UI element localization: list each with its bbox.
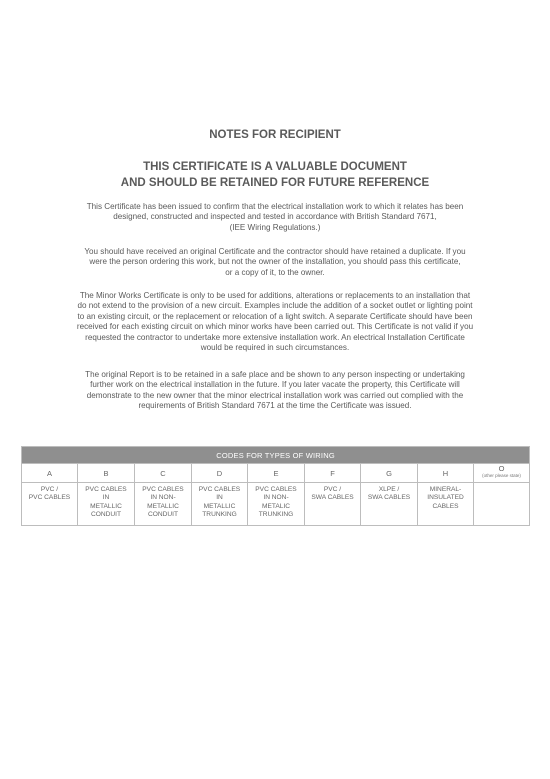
wiring-table-title: CODES FOR TYPES OF WIRING (22, 447, 530, 464)
wiring-desc-other (474, 483, 530, 526)
wiring-desc-h: MINERAL- INSULATED CABLES (418, 483, 474, 526)
paragraph-certificate-purpose: This Certificate has been issued to confirm that the electrical installation work to which it relates has been designed, constructed and inspected and tested in accordance with British Standard 7671, (IEE Wiring Regulations.) (86, 202, 464, 232)
paragraph-retain-report: The original Report is to be retained in a safe place and be shown to any person inspecting or undertaking further work on the electrical installation in the future. If you later vacate the property, this Certificate will demonstrate to the new owner that the minor electrical installation work was carried out complied with the requirements of British Standard 7671 at the time the Certificate was issued. (85, 370, 465, 411)
wiring-codes-table (21, 446, 530, 526)
wiring-code-a: A (22, 464, 78, 483)
paragraph-original-certificate: You should have received an original Certificate and the contractor should have retained a duplicate. If you were the person ordering this work, but not the owner of the installation, you should pass this certificate, or a copy of it, to the owner. (84, 247, 466, 277)
wiring-code-h: H (418, 464, 474, 483)
wiring-desc-e: PVC CABLES IN NON- METALIC TRUNKING (248, 483, 305, 526)
wiring-code-c: C (135, 464, 192, 483)
certificate-heading-line-2: AND SHOULD BE RETAINED FOR FUTURE REFERENCE (120, 177, 430, 189)
wiring-code-o: O (498, 464, 505, 473)
wiring-desc-b: PVC CABLES IN METALLIC CONDUIT (78, 483, 135, 526)
wiring-code-other-note: (other please state) (482, 473, 521, 478)
wiring-desc-c: PVC CABLES IN NON- METALLIC CONDUIT (135, 483, 192, 526)
wiring-desc-g: XLPE / SWA CABLES (361, 483, 418, 526)
paragraph-minor-works-scope: The Minor Works Certificate is only to be used for additions, alterations or replacements to an installation that do not extend to the provision of a new circuit. Examples include the addition of a socket outlet or lighting point to an existing circuit, or the replacement or relocation of a light switch. A separate Certificate should have been received for each existing circuit on which minor works have been carried out. This Certificate is not valid if you requested the contractor to undertake more extensive installation work. An electrical Installation Certificate would be required in such circumstances. (76, 291, 474, 353)
wiring-desc-a: PVC / PVC CABLES (22, 483, 78, 526)
notes-title: NOTES FOR RECIPIENT (209, 129, 341, 141)
wiring-code-e: E (248, 464, 305, 483)
wiring-code-g: G (361, 464, 418, 483)
wiring-code-f: F (305, 464, 361, 483)
wiring-code-b: B (78, 464, 135, 483)
wiring-code-other-cell (474, 464, 530, 483)
wiring-desc-d: PVC CABLES IN METALLIC TRUNKING (192, 483, 248, 526)
certificate-heading-line-1: THIS CERTIFICATE IS A VALUABLE DOCUMENT (143, 161, 407, 173)
wiring-desc-f: PVC / SWA CABLES (305, 483, 361, 526)
wiring-code-d: D (192, 464, 248, 483)
